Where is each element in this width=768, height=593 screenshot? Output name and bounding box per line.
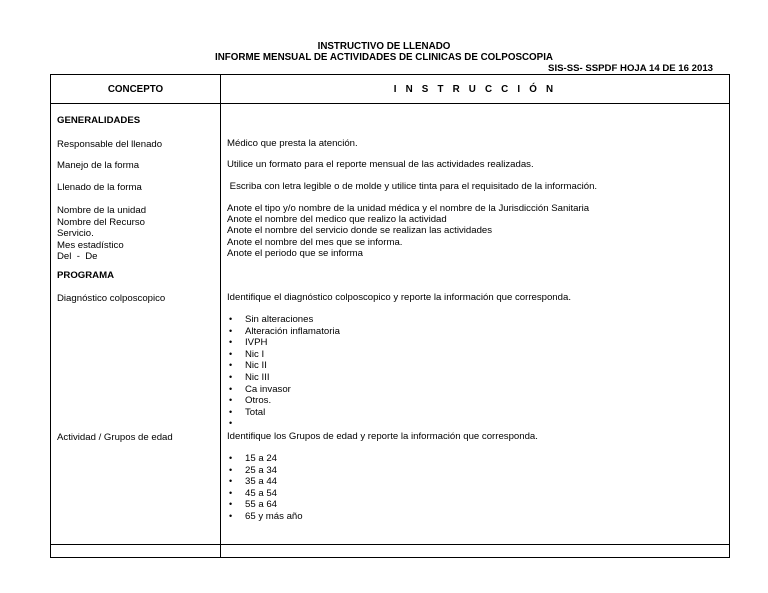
list-item: • 45 a 54 — [229, 488, 303, 500]
label-mes-estadistico: Mes estadístico — [57, 239, 124, 251]
header-concepto: CONCEPTO — [107, 83, 164, 95]
text-edad: Identifique los Grupos de edad y reporte la información que corresponda. — [227, 431, 538, 442]
header-instruccion: I N S T R U C C I Ó N — [393, 83, 557, 95]
list-item: • Alteración inflamatoria — [229, 326, 340, 338]
document-subtitle: INFORME MENSUAL DE ACTIVIDADES DE CLINICAS DE COLPOSCOPIA — [214, 52, 554, 63]
document-title: INSTRUCTIVO DE LLENADO — [317, 41, 451, 52]
sheet-reference: SIS-SS- SSPDF HOJA 14 DE 16 2013 — [548, 63, 713, 74]
list-item: • Sin alteraciones — [229, 314, 340, 326]
column-divider — [220, 75, 221, 557]
list-item: • IVPH — [229, 337, 340, 349]
list-item: • 55 a 64 — [229, 499, 303, 511]
section-generalidades: GENERALIDADES — [57, 115, 141, 126]
label-servicio: Servicio. — [57, 228, 94, 239]
header-divider — [51, 103, 729, 104]
list-item: • 25 a 34 — [229, 465, 303, 477]
label-diagnostico: Diagnóstico colposcopico — [57, 293, 166, 304]
list-item: • Nic II — [229, 360, 340, 372]
text-manejo: Utilice un formato para el reporte mensual de las actividades realizadas. — [227, 159, 534, 170]
label-nombre-unidad: Nombre de la unidad — [57, 205, 147, 216]
label-group-unidad — [57, 205, 217, 263]
list-item: • Total — [229, 407, 340, 419]
text-diagnostico: Identifique el diagnóstico colposcopico y reporte la información que corresponda. — [227, 292, 571, 303]
edad-list — [229, 453, 303, 523]
list-item: • 35 a 44 — [229, 476, 303, 488]
list-item: • Nic III — [229, 372, 340, 384]
label-periodo: Del - De — [57, 251, 98, 262]
text-nombre-unidad: Anote el tipo y/o nombre de la unidad médica y el nombre de la Jurisdicción Sanitaria — [227, 203, 590, 214]
label-edad: Actividad / Grupos de edad — [57, 432, 173, 443]
diagnostico-list — [229, 314, 340, 430]
list-item: • 15 a 24 — [229, 453, 303, 465]
text-group-unidad — [227, 203, 727, 259]
list-item: • Otros. — [229, 395, 340, 407]
label-manejo: Manejo de la forma — [57, 160, 140, 171]
text-nombre-recurso: Anote el nombre del medico que realizo la actividad — [227, 214, 447, 226]
label-responsable: Responsable del llenado — [57, 139, 163, 150]
text-llenado: Escriba con letra legible o de molde y utilice tinta para el requisitado de la información. — [227, 181, 598, 192]
section-programa: PROGRAMA — [57, 270, 115, 281]
text-periodo: Anote el periodo que se informa — [227, 247, 363, 259]
text-mes: Anote el nombre del mes que se informa. — [227, 236, 403, 248]
instructions-table — [50, 74, 730, 558]
text-servicio: Anote el nombre del servicio donde se realizan las actividades — [227, 225, 493, 237]
label-llenado: Llenado de la forma — [57, 182, 142, 193]
list-item — [229, 418, 340, 430]
footer-divider — [51, 544, 729, 545]
list-item: • 65 y más año — [229, 511, 303, 523]
label-nombre-recurso: Nombre del Recurso — [57, 216, 145, 228]
list-item: • Ca invasor — [229, 384, 340, 396]
text-responsable: Médico que presta la atención. — [227, 138, 358, 149]
list-item: • Nic I — [229, 349, 340, 361]
